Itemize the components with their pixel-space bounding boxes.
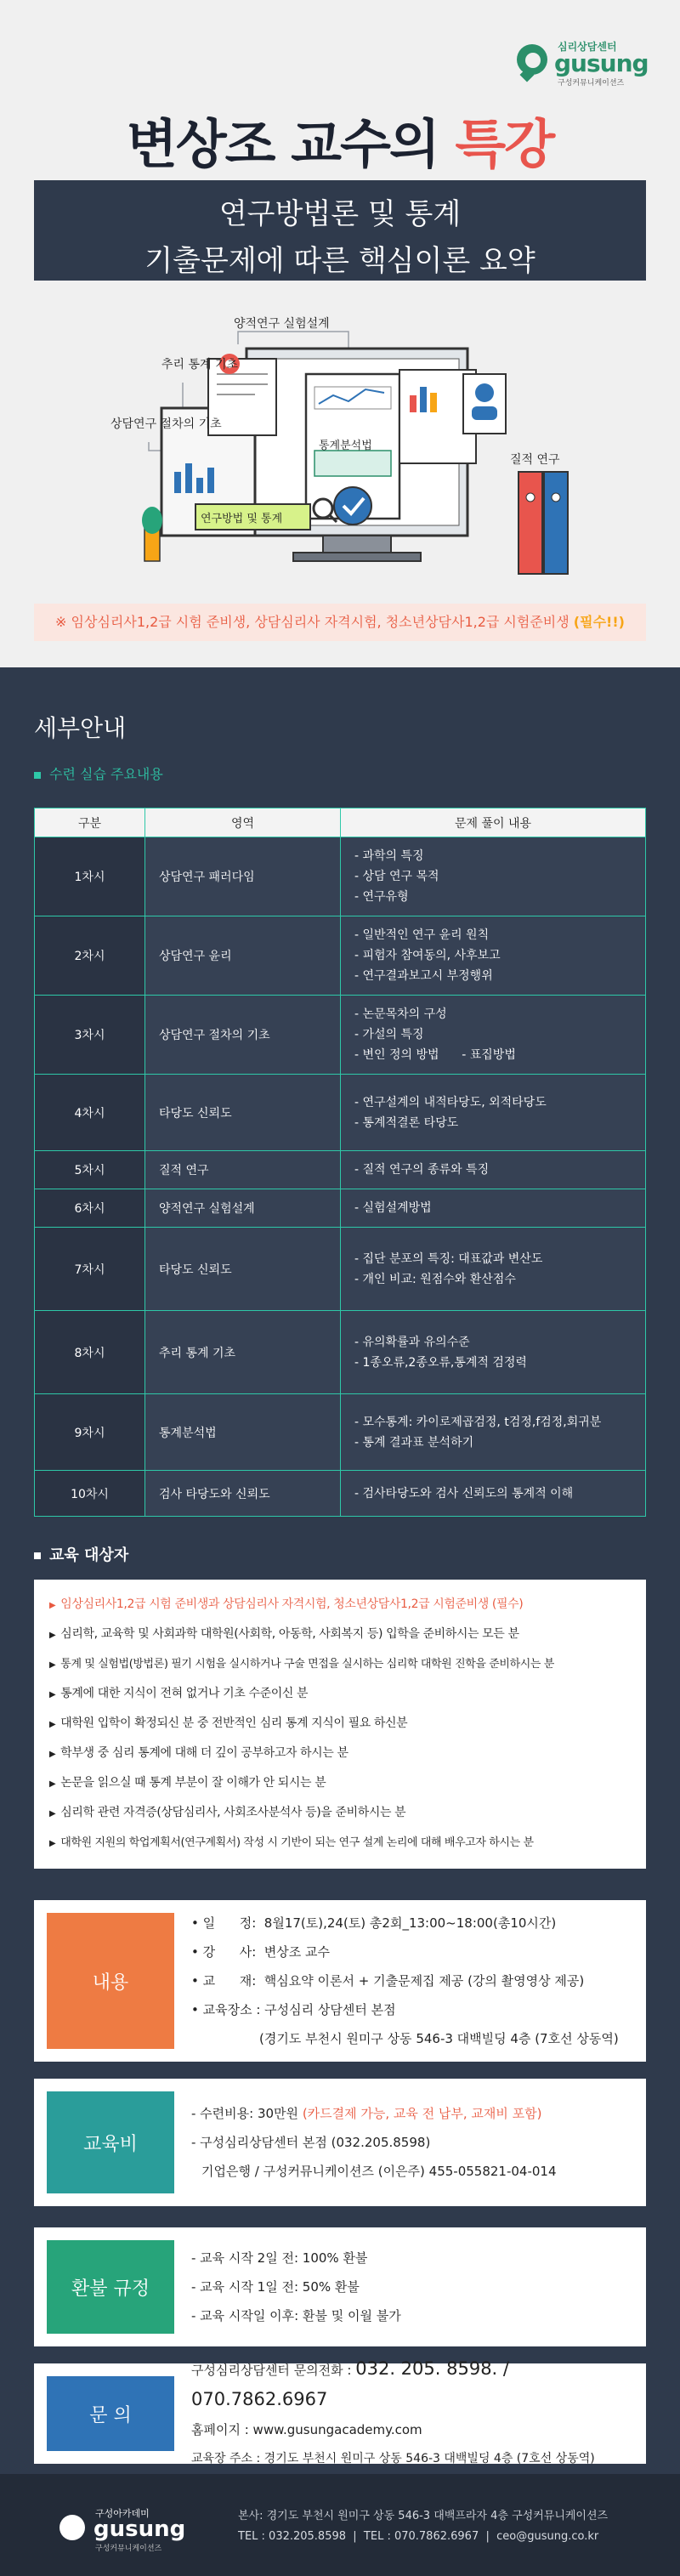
session-cell: 2차시 bbox=[35, 916, 145, 996]
square-bullet-icon bbox=[34, 1552, 41, 1559]
area-cell: 양적연구 실험설계 bbox=[145, 1189, 341, 1228]
contact-tag: 문 의 bbox=[47, 2376, 174, 2451]
label-stat-analysis: 통계분석법 bbox=[319, 440, 372, 452]
refund-tag: 환불 규정 bbox=[47, 2240, 174, 2334]
material-text: • 교 재: 핵심요약 이론서 + 기출문제집 제공 (강의 촬영영상 제공) bbox=[191, 1973, 585, 1989]
session-cell: 10차시 bbox=[35, 1471, 145, 1517]
content-cell: - 검사타당도와 검사 신뢰도의 통계적 이해 bbox=[341, 1471, 646, 1517]
homepage-link[interactable]: 홈페이지 : www.gusungacademy.com bbox=[191, 2422, 422, 2437]
table-row bbox=[35, 996, 646, 1075]
list-item: ▶ 대학원 지원의 학업계획서(연구계획서) 작성 시 기반이 되는 연구 설계 논리에 대해 배우고자 하시는 분 bbox=[49, 1836, 534, 1849]
logo-brand-text: gusung bbox=[554, 49, 649, 77]
refund-item: - 교육 시작 2일 전: 100% 환불 bbox=[191, 2250, 368, 2266]
fee-note: (카드결제 가능, 교육 전 납부, 교재비 포함) bbox=[302, 2106, 542, 2121]
list-item: ▶ 임상심리사1,2급 시험 준비생과 상담심리사 자격시험, 청소년상담사1,2급 시험준비생 (필수) bbox=[49, 1597, 524, 1611]
header-content: 문제 풀이 내용 bbox=[341, 809, 646, 837]
course-content-block bbox=[34, 1900, 646, 2062]
list-item: ▶ 심리학 관련 자격증(상담심리사, 사회조사분석사 등)을 준비하시는 분 bbox=[49, 1806, 406, 1819]
area-cell: 질적 연구 bbox=[145, 1151, 341, 1189]
table-row bbox=[35, 1075, 646, 1151]
triangle-bullet-icon: ▶ bbox=[49, 1660, 56, 1670]
table-header-row bbox=[35, 809, 646, 837]
session-cell: 6차시 bbox=[35, 1189, 145, 1228]
table-row bbox=[35, 1394, 646, 1471]
header-area: 영역 bbox=[145, 809, 341, 837]
area-cell: 타당도 신뢰도 bbox=[145, 1075, 341, 1151]
triangle-bullet-icon: ▶ bbox=[49, 1720, 56, 1729]
triangle-bullet-icon: ▶ bbox=[49, 1601, 56, 1610]
area-cell: 통계분석법 bbox=[145, 1394, 341, 1471]
schedule-text: • 일 정: 8월17(토),24(토) 총2회_13:00~18:00(총10시간) bbox=[191, 1915, 557, 1931]
table-row bbox=[35, 1311, 646, 1394]
session-cell: 1차시 bbox=[35, 837, 145, 916]
session-cell: 7차시 bbox=[35, 1228, 145, 1311]
subtitle-line-1: 연구방법론 및 통계 bbox=[218, 197, 462, 231]
footer bbox=[0, 2474, 680, 2576]
phone-line: 구성심리상담센터 문의전화 : 032. 205. 8598. / 070.7862.6967 bbox=[191, 2358, 509, 2409]
content-cell: - 일반적인 연구 윤리 원칙 - 피험자 참여동의, 사후보고 - 연구결과보고시 부정행위 bbox=[341, 916, 646, 996]
footer-logo[interactable]: 구성아카데미 gusung 구성커뮤니케이션즈 bbox=[60, 2506, 204, 2549]
list-item: ▶ 통계에 대한 지식이 전혀 없거나 기초 수준이신 분 bbox=[49, 1687, 309, 1700]
table-row bbox=[35, 1228, 646, 1311]
logo-top-text: 심리상담센터 bbox=[558, 41, 617, 53]
footer-info bbox=[238, 2506, 608, 2547]
center-line: - 구성심리상담센터 본점 (032.205.8598) bbox=[191, 2135, 431, 2150]
target-notice-bar: ※ 임상심리사1,2급 시험 준비생, 상담심리사 자격시험, 청소년상담사1,2급 시험준비생 (필수!!) bbox=[34, 604, 646, 641]
header-session: 구분 bbox=[35, 809, 145, 837]
footer-contact: TEL : 032.205.8598 | TEL : 070.7862.6967 | ceo@gusung.co.kr bbox=[238, 2530, 599, 2543]
curriculum-table bbox=[34, 808, 646, 1517]
content-cell: - 모수통계: 카이로제곱검정, t검정,f검정,회귀분 - 통계 결과표 분석하기 bbox=[341, 1394, 646, 1471]
label-experiment-design: 양적연구 실험설계 bbox=[234, 317, 330, 331]
table-row bbox=[35, 1471, 646, 1517]
area-cell: 타당도 신뢰도 bbox=[145, 1228, 341, 1311]
content-tag: 내용 bbox=[47, 1913, 174, 2049]
content-cell: - 과학의 특징 - 상담 연구 목적 - 연구유형 bbox=[341, 837, 646, 916]
triangle-bullet-icon: ▶ bbox=[49, 1750, 56, 1759]
target-heading: 교육 대상자 bbox=[34, 1543, 128, 1565]
label-research-method: 연구방법 및 통계 bbox=[201, 513, 283, 525]
curriculum-heading: 수련 실습 주요내용 bbox=[34, 763, 163, 783]
logo-sub-text: 구성커뮤니케이션즈 bbox=[558, 79, 625, 88]
label-research-procedure: 상담연구 절차의 기초 bbox=[110, 417, 222, 431]
list-item: ▶ 심리학, 교육학 및 사회과학 대학원(사회학, 아동학, 사회복지 등) 입학을 준비하시는 모든 분 bbox=[49, 1627, 519, 1641]
table-row bbox=[35, 916, 646, 996]
details-section-title: 세부안내 bbox=[34, 714, 127, 742]
refund-item: - 교육 시작일 이후: 환불 및 이월 불가 bbox=[191, 2308, 401, 2324]
triangle-bullet-icon: ▶ bbox=[49, 1839, 56, 1848]
contact-block bbox=[34, 2358, 646, 2465]
triangle-bullet-icon: ▶ bbox=[49, 1779, 56, 1789]
area-cell: 상담연구 패러다임 bbox=[145, 837, 341, 916]
bank-account-line: 기업은행 / 구성커뮤니케이션즈 (이은주) 455-055821-04-014 bbox=[201, 2164, 557, 2179]
fee-tag: 교육비 bbox=[47, 2091, 174, 2193]
triangle-bullet-icon: ▶ bbox=[49, 1690, 56, 1699]
content-cell: - 집단 분포의 특징: 대표값과 변산도 - 개인 비교: 원점수와 환산점수 bbox=[341, 1228, 646, 1311]
label-inference-stats: 추리 통계 기초 bbox=[162, 358, 239, 372]
subtitle-box bbox=[34, 180, 646, 281]
venue-text: • 교육장소 : 구성심리 상담센터 본점 bbox=[191, 2002, 396, 2017]
brand-logo[interactable] bbox=[517, 37, 661, 88]
venue-address-line: 교육장 주소 : 경기도 부천시 원미구 상동 546-3 대백빌딩 4층 (7호선 상동역) bbox=[191, 2452, 595, 2465]
instructor-text: • 강 사: 변상조 교수 bbox=[191, 1944, 331, 1960]
session-cell: 9차시 bbox=[35, 1394, 145, 1471]
content-cell: - 논문목차의 구성 - 가설의 특징 - 변인 정의 방법 - 표집방법 bbox=[341, 996, 646, 1075]
session-cell: 4차시 bbox=[35, 1075, 145, 1151]
page-title: 변상조 교수의 특강 bbox=[126, 113, 554, 175]
table-row bbox=[35, 1189, 646, 1228]
required-badge: (필수!!) bbox=[573, 614, 625, 630]
list-item: ▶ 학부생 중 심리 통계에 대해 더 깊이 공부하고자 하시는 분 bbox=[49, 1746, 348, 1760]
triangle-bullet-icon: ▶ bbox=[49, 1631, 56, 1640]
label-qualitative: 질적 연구 bbox=[510, 453, 560, 467]
logo-bubble-icon bbox=[60, 2515, 85, 2540]
area-cell: 검사 타당도와 신뢰도 bbox=[145, 1471, 341, 1517]
fee-block bbox=[34, 2079, 646, 2206]
subtitle-line-2: 기출문제에 따른 핵심이론 요약 bbox=[144, 244, 536, 278]
list-item: ▶ 대학원 입학이 확정되신 분 중 전반적인 심리 통계 지식이 필요 하신분 bbox=[49, 1716, 408, 1730]
content-cell: - 실험설계방법 bbox=[341, 1189, 646, 1228]
area-cell: 상담연구 절차의 기초 bbox=[145, 996, 341, 1075]
list-item: ▶ 논문을 읽으실 때 통계 부분이 잘 이해가 안 되시는 분 bbox=[49, 1776, 326, 1790]
triangle-bullet-icon: ▶ bbox=[49, 1809, 56, 1819]
research-illustration bbox=[110, 298, 586, 595]
title-highlight: 특강 bbox=[455, 113, 554, 175]
session-cell: 5차시 bbox=[35, 1151, 145, 1189]
square-bullet-icon bbox=[34, 772, 41, 779]
session-cell: 3차시 bbox=[35, 996, 145, 1075]
hero-banner bbox=[0, 0, 680, 667]
footer-address: 본사: 경기도 부천시 원미구 상동 546-3 대백프라자 4층 구성커뮤니케이션즈 bbox=[238, 2510, 609, 2522]
content-cell: - 질적 연구의 종류와 특징 bbox=[341, 1151, 646, 1189]
content-cell: - 연구설계의 내적타당도, 외적타당도 - 통계적결론 타당도 bbox=[341, 1075, 646, 1151]
list-item: ▶ 통계 및 실험법(방법론) 필기 시험을 실시하거나 구술 면접을 실시하는 심리학 대학원 진학을 준비하시는 분 bbox=[49, 1658, 554, 1671]
phone-number[interactable]: 032. 205. 8598. / 070.7862.6967 bbox=[191, 2358, 509, 2409]
area-cell: 상담연구 윤리 bbox=[145, 916, 341, 996]
refund-block bbox=[34, 2227, 646, 2346]
table-row bbox=[35, 837, 646, 916]
fee-line: - 수련비용: 30만원 (카드결제 가능, 교육 전 납부, 교재비 포함) bbox=[191, 2106, 542, 2121]
area-cell: 추리 통계 기초 bbox=[145, 1311, 341, 1394]
session-cell: 8차시 bbox=[35, 1311, 145, 1394]
target-list bbox=[34, 1580, 646, 1869]
venue-address-text: (경기도 부천시 원미구 상동 546-3 대백빌딩 4층 (7호선 상동역) bbox=[259, 2031, 619, 2046]
table-row bbox=[35, 1151, 646, 1189]
content-cell: - 유의확률과 유의수준 - 1종오류,2종오류,통계적 검정력 bbox=[341, 1311, 646, 1394]
refund-item: - 교육 시작 1일 전: 50% 환불 bbox=[191, 2279, 360, 2295]
